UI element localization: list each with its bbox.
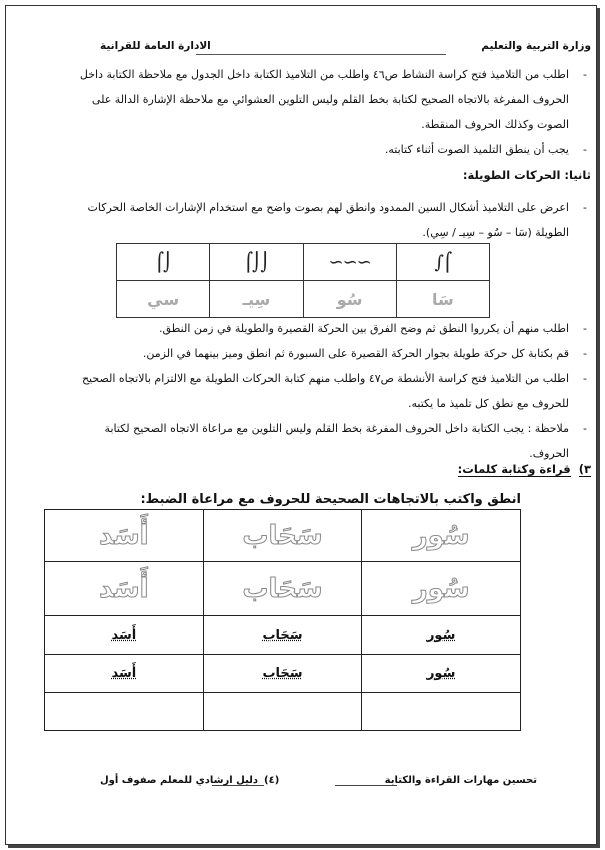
vowel-word: سِيـ (210, 281, 303, 318)
list-item: - ملاحظة : يجب الكتابة داخل الحروف المفرغة بخط القلم وليس التلوين مع مراعاة الاتجاه الصحيح لكتابة الحروف. (71, 416, 591, 466)
words-table (44, 509, 521, 731)
section3-heading (458, 462, 591, 476)
dotted-word: سَحَاب (203, 616, 362, 654)
hand-sign-icon: ⌠⌡ (117, 244, 210, 281)
empty-cell (203, 692, 362, 730)
section3-title: قراءة وكتابة كلمات: (457, 462, 571, 476)
section2-title: ثانيا: الحركات الطويلة: (462, 168, 591, 182)
footer-guide-title: دليل ارشادي للمعلم صفوف أول (100, 775, 259, 786)
footer-book-title: تحسين مهارات القراءة والكتابة (384, 775, 537, 786)
outline-word: سُور (362, 562, 521, 616)
section3-number: ٣) (578, 462, 591, 476)
dotted-word: سُور (362, 616, 521, 654)
section1-list (71, 62, 591, 162)
list-item: - يجب أن ينطق التلميذ الصوت أثناء كتابته. (71, 137, 591, 162)
section3-instruction: انطق واكتب بالاتجاهات الصحيحة للحروف مع مراعاة الضبط: (140, 492, 521, 507)
list-item: - اعرض على التلاميذ أشكال السين الممدود وانطق لهم بصوت واضح مع استخدام الإشارات الخاصة الحركات الطويلة (سَا – سُو – سِيـ / سِي). (71, 195, 591, 245)
empty-cell (45, 692, 204, 730)
vowel-word: سي (117, 281, 210, 318)
outline-word: أَسَد (45, 562, 204, 616)
section2-list (71, 316, 591, 466)
vowel-word: سَا (396, 281, 489, 318)
hand-sign-icon: ∽∽∽ (303, 244, 396, 281)
section2-intro (71, 195, 591, 245)
list-item: - اطلب منهم أن يكرروا النطق ثم وضح الفرق بين الحركة القصيرة والطويلة في زمن النطق. (71, 316, 591, 341)
vowel-word: سُو (303, 281, 396, 318)
outline-word: أَسَد (45, 510, 204, 562)
department-label: الادارة العامة للقرانية (100, 40, 211, 52)
outline-word: سَحَاب (203, 562, 362, 616)
list-item: - اطلب من التلاميذ فتح كراسة الأنشطة ص٤٧ واطلب منهم كتابة الحركات الطويلة مع الالتزام بالاتجاه الصحيح للحروف مع نطق كل تلميذ ما يكتبه. (71, 366, 591, 416)
hand-sign-icon: ∫⌠ (396, 244, 489, 281)
dotted-word: سَحَاب (203, 654, 362, 692)
footer-line (335, 785, 397, 786)
page-number: (٤) (264, 775, 280, 786)
dotted-word: أَسَد (45, 616, 204, 654)
outline-word: سُور (362, 510, 521, 562)
header-line (196, 54, 446, 55)
dotted-word: سُور (362, 654, 521, 692)
ministry-label: وزارة التربية والتعليم (481, 40, 591, 52)
list-item: - قم بكتابة كل حركة طويلة بجوار الحركة القصيرة على السبورة ثم انطق وميز بينهما في الزمن. (71, 341, 591, 366)
hand-sign-icon: ⌠⌡⌡ (210, 244, 303, 281)
dotted-word: أَسَد (45, 654, 204, 692)
long-vowels-table (116, 243, 490, 318)
outline-word: سَحَاب (203, 510, 362, 562)
empty-cell (362, 692, 521, 730)
list-item: - اطلب من التلاميذ فتح كراسة النشاط ص٤٦ واطلب من التلاميذ الكتابة داخل الجدول مع ملاحظة الكتابة داخل الحروف المفرغة بالاتجاه الصحيح لكتابة بخط القلم وليس التلوين العشوائي مع ملاحظة الإشارة الدالة على الصوت وكذلك الحروف المنقطة. (71, 62, 591, 137)
